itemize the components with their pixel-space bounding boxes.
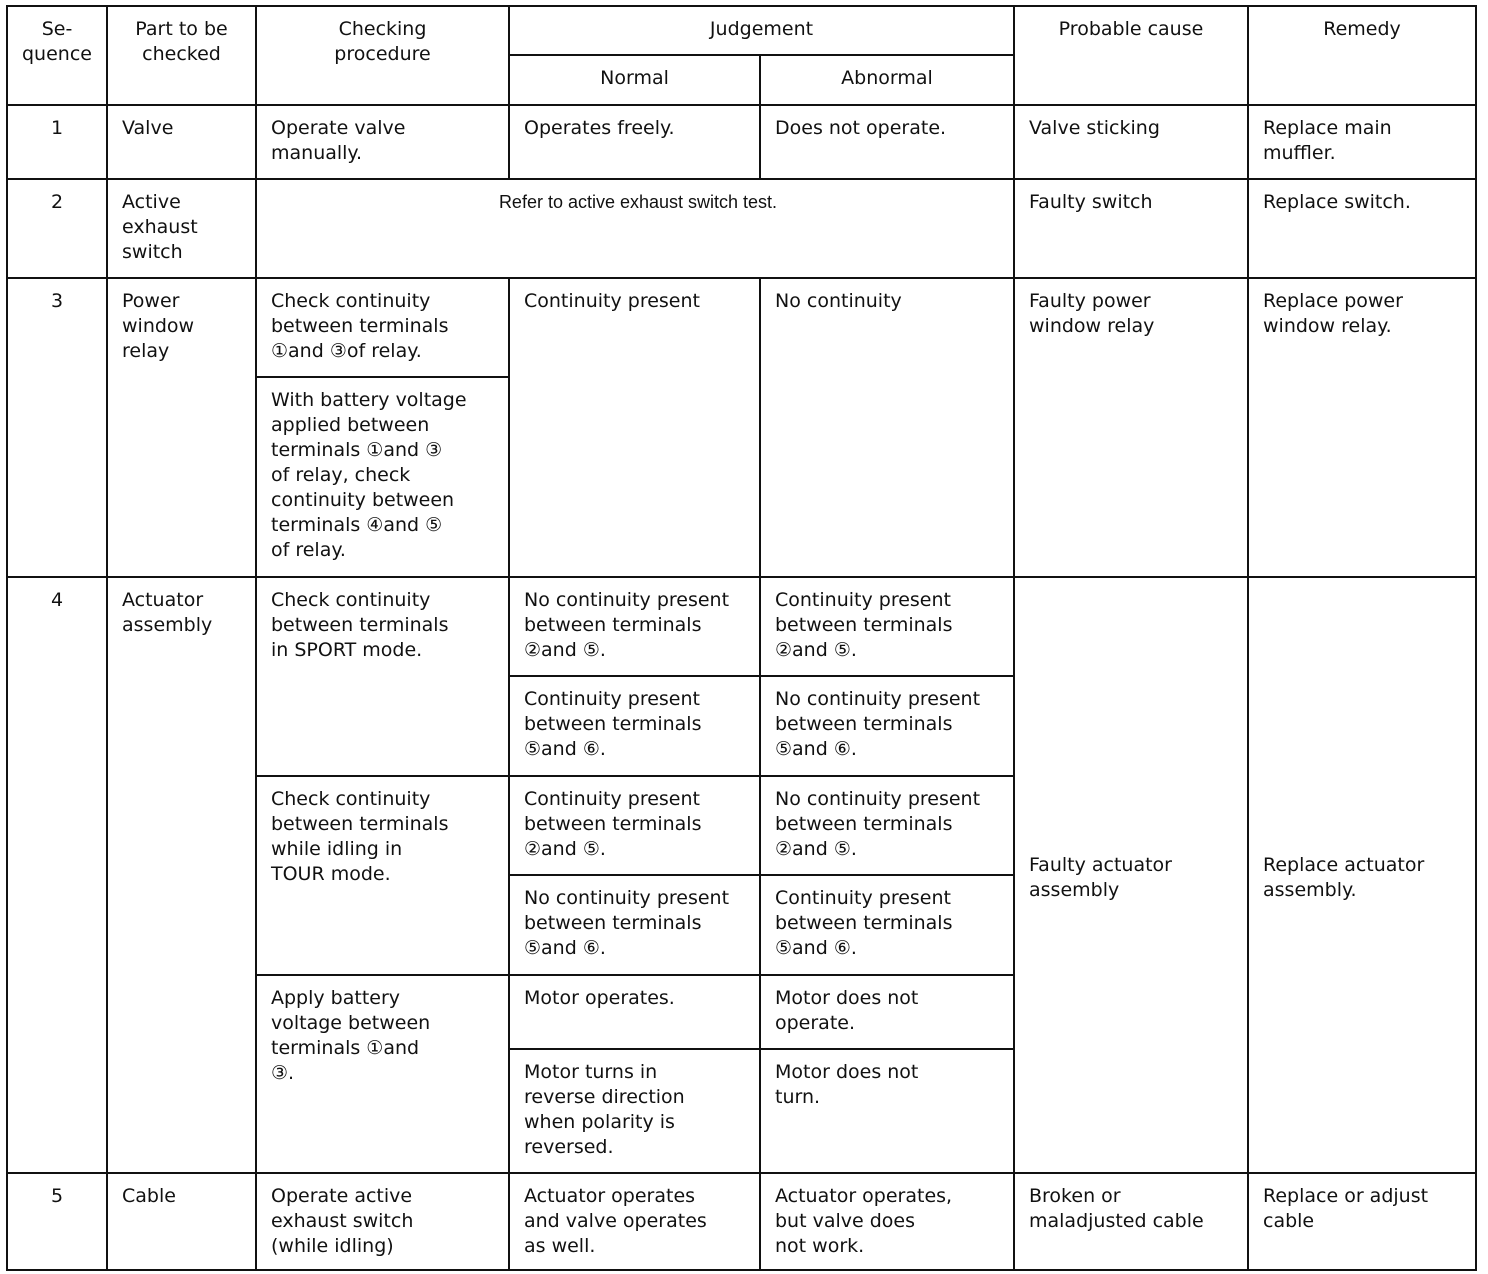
table-row	[7, 105, 1476, 179]
part-cell: Cable	[107, 1173, 256, 1270]
part-cell: Active exhaust switch	[107, 179, 256, 278]
normal-cell: Actuator operates and valve operates as well.	[509, 1173, 760, 1270]
part-cell: Valve	[107, 105, 256, 179]
normal-cell: No continuity present between terminals ②and ⑤.	[509, 577, 760, 676]
normal-cell: Continuity present between terminals ②and ⑤.	[509, 776, 760, 875]
abnormal-cell: Motor does not operate.	[760, 975, 1014, 1049]
header-procedure: Checking procedure	[256, 6, 509, 105]
remedy-cell: Replace actuator assembly.	[1248, 577, 1476, 1173]
header-part: Part to be checked	[107, 6, 256, 105]
cause-cell: Valve sticking	[1014, 105, 1248, 179]
remedy-cell: Replace power window relay.	[1248, 278, 1476, 577]
remedy-cell: Replace or adjust cable	[1248, 1173, 1476, 1270]
refer-note: Refer to active exhaust switch test.	[256, 179, 1014, 278]
procedure-cell: With battery voltage applied between terminals ①and ③ of relay, check continuity between terminals ④and ⑤ of relay.	[256, 377, 509, 577]
part-cell: Power window relay	[107, 278, 256, 577]
sequence-cell: 2	[7, 179, 107, 278]
sequence-cell: 5	[7, 1173, 107, 1270]
header-abnormal: Abnormal	[760, 55, 1014, 105]
procedure-cell: Check continuity between terminals in SPORT mode.	[256, 577, 509, 776]
cause-cell: Faulty power window relay	[1014, 278, 1248, 577]
abnormal-cell: Does not operate.	[760, 105, 1014, 179]
procedure-cell: Apply battery voltage between terminals ①and ③.	[256, 975, 509, 1173]
header-sequence: Se- quence	[7, 6, 107, 105]
header-judgement: Judgement	[509, 6, 1014, 55]
sequence-cell: 1	[7, 105, 107, 179]
header-normal: Normal	[509, 55, 760, 105]
table-row	[7, 179, 1476, 278]
cause-cell: Faulty switch	[1014, 179, 1248, 278]
procedure-cell: Check continuity between terminals while idling in TOUR mode.	[256, 776, 509, 975]
normal-cell: Motor turns in reverse direction when polarity is reversed.	[509, 1049, 760, 1173]
abnormal-cell: Motor does not turn.	[760, 1049, 1014, 1173]
table-row	[7, 577, 1476, 676]
normal-cell: Motor operates.	[509, 975, 760, 1049]
normal-cell: Continuity present	[509, 278, 760, 577]
table-row	[7, 278, 1476, 377]
header-remedy: Remedy	[1248, 6, 1476, 105]
procedure-cell: Check continuity between terminals ①and ③of relay.	[256, 278, 509, 377]
abnormal-cell: Continuity present between terminals ②and ⑤.	[760, 577, 1014, 676]
part-cell: Actuator assembly	[107, 577, 256, 1173]
header-row	[7, 6, 1476, 55]
abnormal-cell: No continuity present between terminals ⑤and ⑥.	[760, 676, 1014, 776]
remedy-cell: Replace main muffler.	[1248, 105, 1476, 179]
table-row	[7, 1173, 1476, 1270]
cause-cell: Broken or maladjusted cable	[1014, 1173, 1248, 1270]
abnormal-cell: Continuity present between terminals ⑤and ⑥.	[760, 875, 1014, 975]
header-cause: Probable cause	[1014, 6, 1248, 105]
abnormal-cell: Actuator operates, but valve does not work.	[760, 1173, 1014, 1270]
sequence-cell: 3	[7, 278, 107, 577]
troubleshooting-table	[6, 5, 1477, 1271]
abnormal-cell: No continuity	[760, 278, 1014, 577]
normal-cell: Operates freely.	[509, 105, 760, 179]
sequence-cell: 4	[7, 577, 107, 1173]
abnormal-cell: No continuity present between terminals ②and ⑤.	[760, 776, 1014, 875]
procedure-cell: Operate active exhaust switch (while idling)	[256, 1173, 509, 1270]
procedure-cell: Operate valve manually.	[256, 105, 509, 179]
normal-cell: Continuity present between terminals ⑤and ⑥.	[509, 676, 760, 776]
normal-cell: No continuity present between terminals ⑤and ⑥.	[509, 875, 760, 975]
remedy-cell: Replace switch.	[1248, 179, 1476, 278]
cause-cell: Faulty actuator assembly	[1014, 577, 1248, 1173]
